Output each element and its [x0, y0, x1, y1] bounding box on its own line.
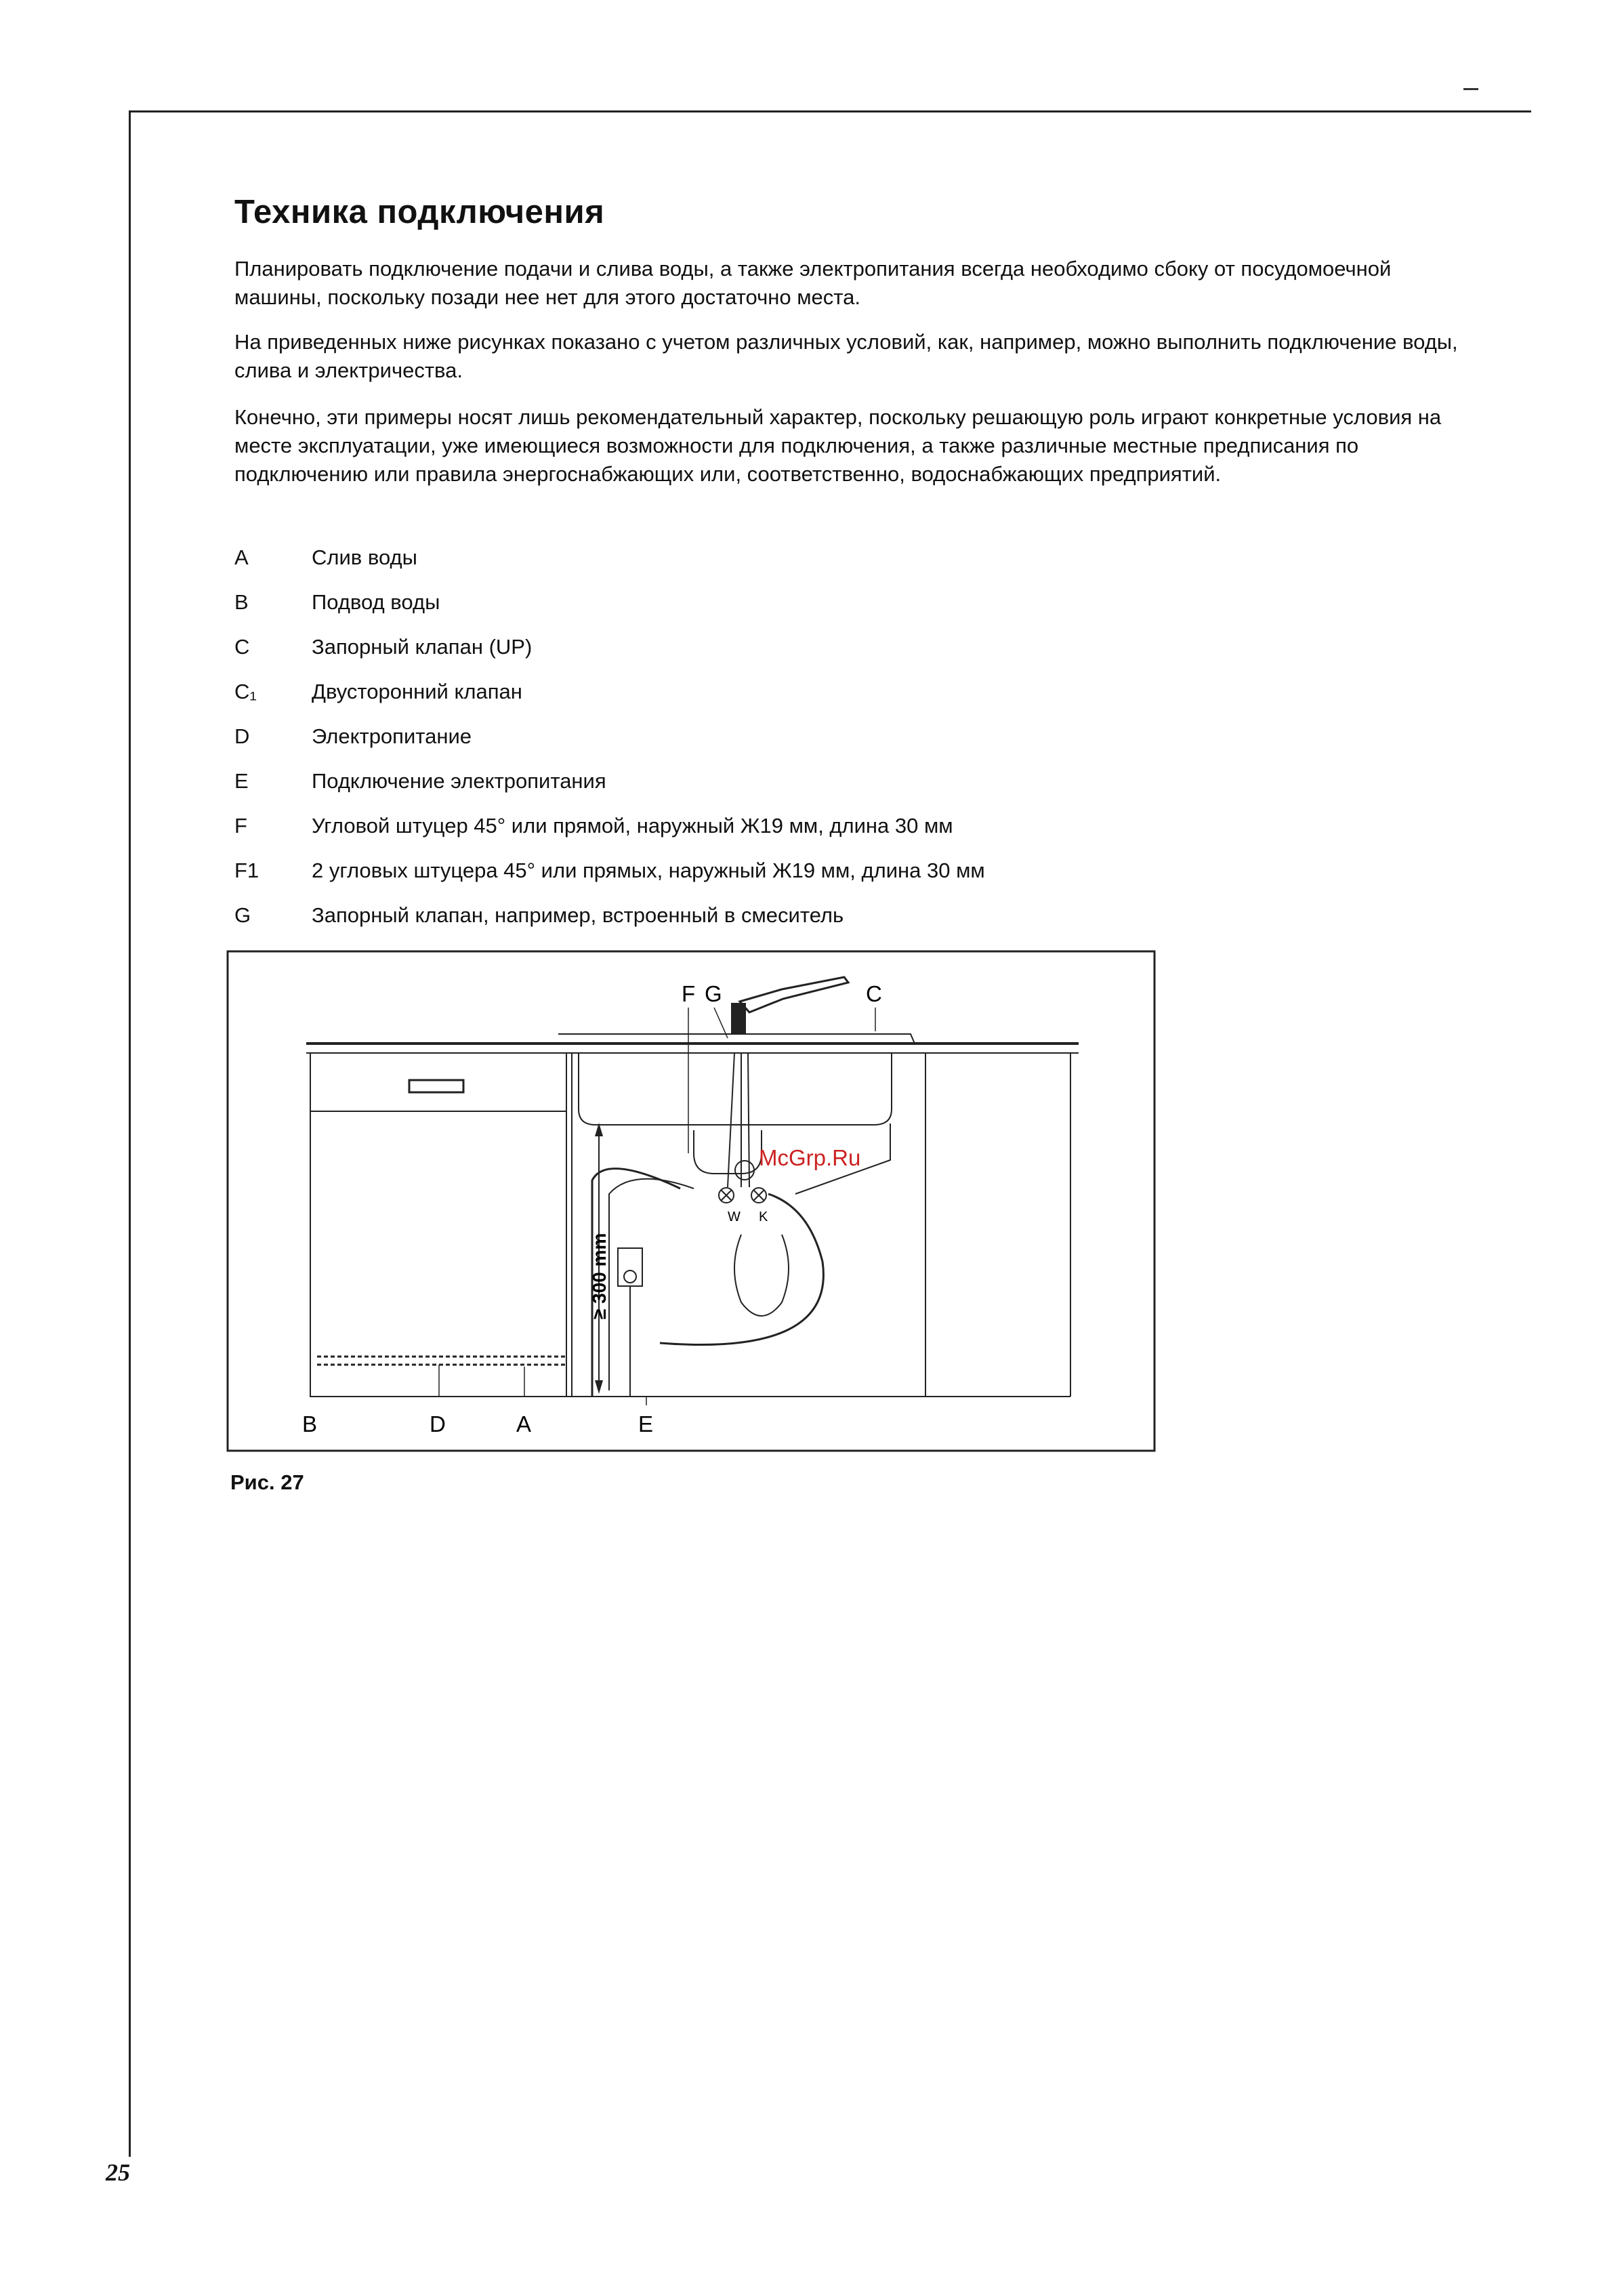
legend-item [234, 893, 1386, 938]
figure-label-c: C [866, 981, 882, 1006]
legend-item [234, 804, 1386, 848]
faucet-spout [740, 977, 848, 1012]
legend-item [234, 625, 1386, 669]
page-frame-top [129, 110, 1531, 112]
legend-key: D [234, 724, 250, 748]
legend-list [234, 535, 1386, 938]
legend-item [234, 669, 1386, 714]
legend-key: C₁ [234, 680, 257, 703]
plug-icon [624, 1271, 636, 1283]
page-frame-left [129, 110, 131, 2157]
legend-description: Двусторонний клапан [312, 680, 522, 703]
figure-label-d: D [430, 1411, 446, 1437]
legend-description: Слив воды [312, 545, 417, 569]
paragraph-1: Планировать подключение подачи и слива воды, а также электропитания всегда необходимо сбоку от посудомоечной машины, поскольку позади нее нет для этого достаточно места. [234, 257, 1392, 309]
legend-key: C [234, 635, 250, 659]
legend-key: F [234, 814, 247, 838]
sink-bowl [579, 1053, 892, 1125]
corner-mark [1463, 88, 1478, 90]
page-number: 25 [106, 2159, 130, 2186]
legend-item [234, 535, 1386, 580]
figure-label-b: B [302, 1411, 318, 1437]
figure-label-f: F [682, 981, 696, 1006]
figure-label-w: W [728, 1210, 741, 1224]
legend-key: B [234, 590, 249, 614]
water-supply-hose [660, 1194, 823, 1345]
figure-label-g: G [705, 981, 722, 1006]
legend-description: 2 угловых штуцера 45° или прямых, наружный Ж19 мм, длина 30 мм [312, 859, 985, 882]
figure-frame [228, 951, 1154, 1451]
legend-key: A [234, 545, 249, 569]
figure-label-a: A [516, 1411, 532, 1437]
faucet-body [731, 1003, 746, 1034]
dimension-label: ≥ 300 mm [589, 1233, 610, 1319]
legend-key: F1 [234, 859, 259, 882]
trap-outlet [735, 1161, 754, 1180]
figure-caption: Рис. 27 [230, 1470, 304, 1494]
sink-rim [558, 1034, 915, 1044]
feed-pipes [728, 1053, 749, 1187]
legend-item [234, 848, 1386, 893]
legend-description: Подвод воды [312, 590, 440, 614]
watermark: McGrp.Ru [759, 1145, 861, 1170]
legend-item [234, 759, 1386, 804]
paragraph-3: Конечно, эти примеры носят лишь рекомендательный характер, поскольку решающую роль играют конкретные условия на месте эксплуатации, уже имеющиеся возможности для подключения, а также различные местные предписания по подключению или правила энергоснабжающих или, соответственно, водоснабжающих предприятий. [234, 405, 1442, 486]
legend-description: Запорный клапан, например, встроенный в смеситель [312, 903, 844, 927]
legend-description: Подключение электропитания [312, 769, 606, 793]
legend-description: Запорный клапан (UP) [312, 635, 533, 659]
dishwasher-handle [409, 1080, 463, 1092]
drain-hose-inner [609, 1179, 694, 1390]
legend-item [234, 714, 1386, 759]
electrical-socket [618, 1248, 642, 1286]
drain-trap [694, 1130, 762, 1174]
legend-key: G [234, 903, 251, 927]
installation-diagram [226, 950, 1156, 1452]
legend-item [234, 580, 1386, 625]
paragraph-2: На приведенных ниже рисунках показано с учетом различных условий, как, например, можно выполнить подключение воды, слива и электричества. [234, 330, 1458, 382]
figure-label-e: E [638, 1411, 654, 1437]
figure-label-k: K [759, 1210, 768, 1224]
legend-description: Угловой штуцер 45° или прямой, наружный Ж19 мм, длина 30 мм [312, 814, 953, 838]
legend-description: Электропитание [312, 724, 472, 748]
legend-key: E [234, 769, 249, 793]
page-title: Техника подключения [234, 194, 605, 230]
waste-pipe [734, 1235, 789, 1316]
dishwasher-cabinet [310, 1053, 566, 1397]
